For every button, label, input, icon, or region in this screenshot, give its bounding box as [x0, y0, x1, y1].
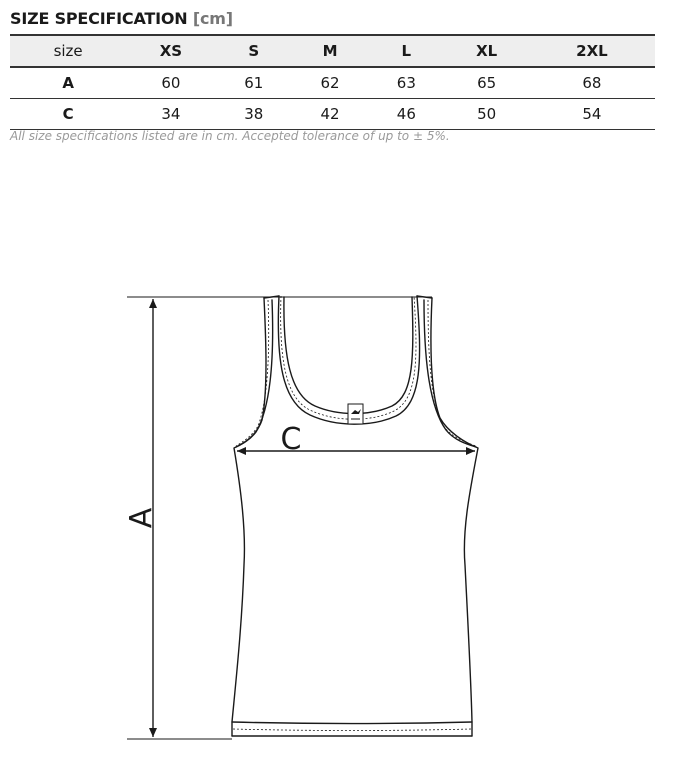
cell-c-m: 42: [292, 99, 368, 130]
cell-a-s: 61: [216, 67, 292, 99]
size-corner-label: size: [10, 35, 126, 67]
size-header-xs: XS: [126, 35, 215, 67]
cell-c-2xl: 54: [529, 99, 655, 130]
length-label: A: [124, 507, 159, 529]
title-main: SIZE SPECIFICATION: [10, 9, 188, 28]
tank-top-outline: [232, 296, 478, 736]
size-header-m: M: [292, 35, 368, 67]
brand-tag-icon: [348, 404, 363, 424]
cell-c-xs: 34: [126, 99, 215, 130]
width-label: C: [280, 422, 302, 457]
title-unit: [cm]: [192, 9, 233, 28]
size-header-2xl: 2XL: [529, 35, 655, 67]
tolerance-note: All size specifications listed are in cm. Accepted tolerance of up to ± 5%.: [10, 129, 450, 143]
cell-a-m: 62: [292, 67, 368, 99]
cell-a-2xl: 68: [529, 67, 655, 99]
cell-a-l: 63: [368, 67, 444, 99]
size-header-s: S: [216, 35, 292, 67]
size-header-xl: XL: [444, 35, 528, 67]
stitch-lines: [233, 296, 476, 731]
cell-c-l: 46: [368, 99, 444, 130]
row-label-a: A: [10, 67, 126, 99]
cell-a-xs: 60: [126, 67, 215, 99]
row-label-c: C: [10, 99, 126, 130]
cell-a-xl: 65: [444, 67, 528, 99]
cell-c-s: 38: [216, 99, 292, 130]
cell-c-xl: 50: [444, 99, 528, 130]
size-header-l: L: [368, 35, 444, 67]
